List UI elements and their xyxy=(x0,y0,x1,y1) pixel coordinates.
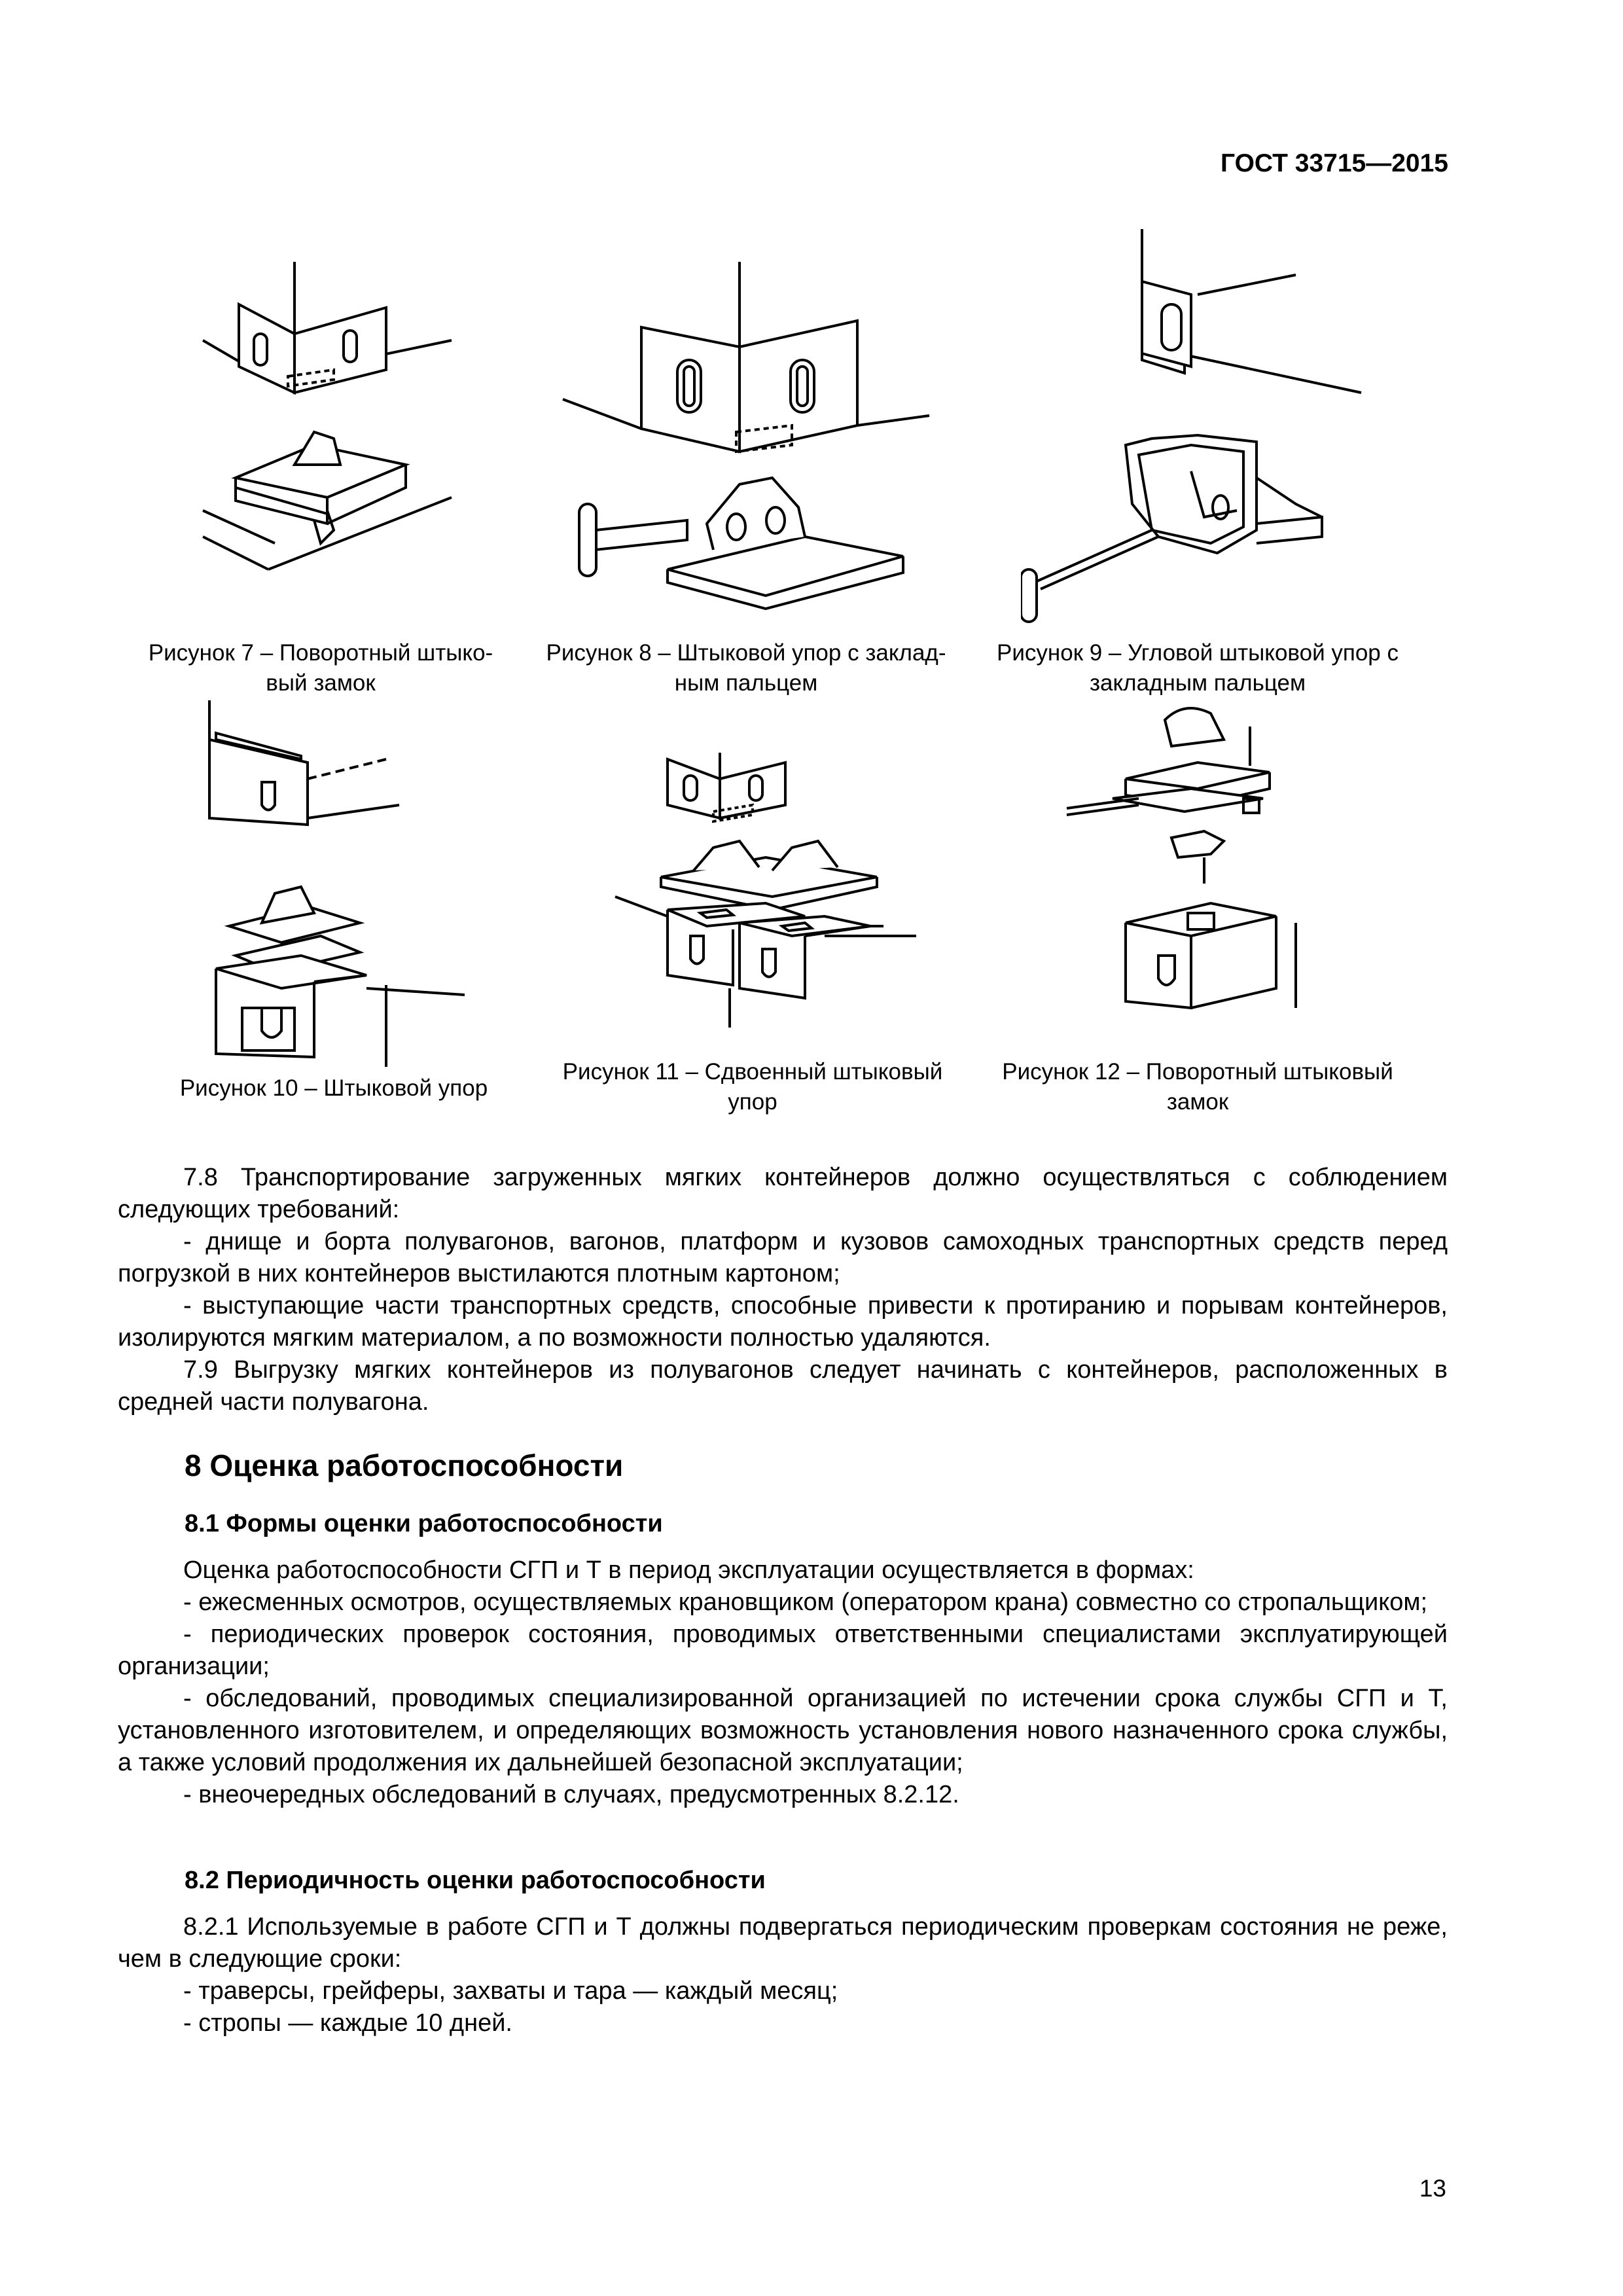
figure-12-drawing xyxy=(1054,700,1342,1041)
section-7-text xyxy=(118,1162,1448,1418)
list-item: - стропы — каждые 10 дней. xyxy=(183,2009,512,2037)
list-item: - обследований, проводимых специализированной организацией по истечении срока службы СГП и Т, установленного изготовителем, и определяющих возможность установления нового назначенного срока службы, а также условий продолжения их дальнейшей безопасной эксплуатации; xyxy=(118,1685,1448,1776)
figure-9-drawing xyxy=(1021,229,1387,635)
figure-11-caption: Рисунок 11 – Сдвоенный штыковый упор xyxy=(562,1059,943,1115)
figure-7-drawing xyxy=(190,262,465,628)
paragraph-8-2-1: 8.2.1 Используемые в работе СГП и Т должны подвергаться периодическим проверкам состояния не реже, чем в следующие сроки: xyxy=(118,1913,1448,1973)
section-8-1-text xyxy=(118,1554,1448,1811)
section-8-2-heading: 8.2 Периодичность оценки работоспособности xyxy=(185,1867,766,1894)
figure-9-caption: Рисунок 9 – Угловой штыковой упор с закладным пальцем xyxy=(997,640,1399,696)
paragraph-7-9: 7.9 Выгрузку мягких контейнеров из полувагонов следует начинать с контейнеров, расположенных в средней части полувагона. xyxy=(118,1356,1448,1416)
document-header: ГОСТ 33715—2015 xyxy=(1221,149,1448,177)
list-item: - периодических проверок состояния, проводимых ответственными специалистами эксплуатирующей организации; xyxy=(118,1621,1448,1680)
figure-8-drawing xyxy=(556,262,949,628)
figure-10-caption: Рисунок 10 – Штыковой упор xyxy=(179,1075,488,1101)
figure-11-drawing xyxy=(609,740,936,1054)
figure-7-caption: Рисунок 7 – Поворотный штыко- вый замок xyxy=(148,640,493,696)
paragraph-8-1-intro: Оценка работоспособности СГП и Т в период эксплуатации осуществляется в формах: xyxy=(183,1556,1194,1584)
figure-8-caption: Рисунок 8 – Штыковой упор с заклад- ным пальцем xyxy=(546,640,946,696)
list-item: - выступающие части транспортных средств, способные привести к протиранию и порывам контейнеров, изолируются мягким материалом, а по возможности полностью удаляются. xyxy=(118,1292,1448,1352)
section-8-1-heading: 8.1 Формы оценки работоспособности xyxy=(185,1510,663,1537)
paragraph-7-8: 7.8 Транспортирование загруженных мягких контейнеров должно осуществляться с соблюдением следующих требований: xyxy=(118,1164,1448,1223)
figure-10-drawing xyxy=(190,700,491,1067)
section-8-heading: 8 Оценка работоспособности xyxy=(185,1448,624,1482)
figure-12-caption: Рисунок 12 – Поворотный штыковый замок xyxy=(1002,1059,1393,1115)
list-item: - внеочередных обследований в случаях, предусмотренных 8.2.12. xyxy=(183,1781,959,1808)
page-number: 13 xyxy=(1419,2175,1446,2202)
section-8-2-text xyxy=(118,1911,1448,2039)
list-item: - ежесменных осмотров, осуществляемых крановщиком (оператором крана) совместно со стропальщиком; xyxy=(183,1588,1428,1616)
list-item: - траверсы, грейферы, захваты и тара — каждый месяц; xyxy=(183,1977,838,2005)
list-item: - днище и борта полувагонов, вагонов, платформ и кузовов самоходных транспортных средств перед погрузкой в них контейнеров выстилаются плотным картоном; xyxy=(118,1228,1448,1287)
